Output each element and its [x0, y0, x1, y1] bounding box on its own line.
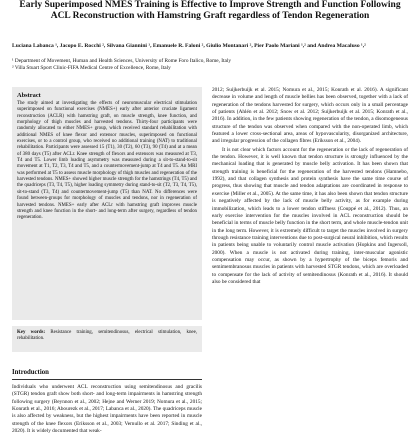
introduction-text: Individuals who underwent ACL reconstruction using semitendinosus and gracilis (STGR) tendon graft show both short- and long-term impairments in hamstring strength following surgery (Beynnon et al., 2002; Hejne and Werner 2019; Nomura et al., 2015; Konrath et al., 2016; Abourezk et al., 2017; Labanca et al., 2020). The quadriceps muscle is also affected by weakness, but the highest impairments have been reported in muscle strength of the knee flexors (Eriksson et al., 2003; Vernullo et al. 2017; Sinding et al., 2020). It is widely documented that weak- [12, 384, 202, 435]
paper-title: Early Superimposed NMES Training is Effective to Improve Strength and Function Following ACL Reconstruction with Hamstring Graft regardless of Tendon Regeneration [19, 0, 401, 21]
keywords-label: Key words: [17, 330, 46, 335]
affiliations [12, 58, 408, 72]
left-column [12, 87, 202, 441]
keywords-list: Resistance training, semitendinosus, electrical stimulation, knee, rehabilitation. [17, 330, 197, 342]
keywords-text [17, 330, 197, 343]
introduction-heading: Introduction [12, 369, 49, 376]
affiliation-1: ¹ Department of Movement, Human and Health Sciences, University of Rome Foro Italico, Rome, Italy [12, 58, 232, 64]
introduction-rule [12, 379, 202, 380]
abstract-box [12, 87, 202, 320]
right-column [212, 87, 408, 286]
abstract-heading: Abstract [17, 92, 41, 99]
keywords-box [12, 326, 202, 352]
abstract-text: The study aimed at investigating the effects of neuromuscular electrical stimulation superimposed on functional exercises (NMES+) early after anterior cruciate ligament reconstruction (ACLR) with hamstring graft, on muscle strength, knee function, and morphology of thigh muscles and harvested tendons. Thirty-four participants were randomly allocated to either NMES+ group, which received standard rehabilitation with additional NMES of knee flexor and extensor muscles, superimposed on functional exercises, or to a control group, who received no additional training (NAT) to traditional rehabilitation. Participants were assessed 15 (T1), 30 (T2), 60 (T3), 90 (T4) and at a mean of 380 days (T5) after ACLr. Knee strength of flexors and extensors was measured at T3, T4 and T5. Lower limb loading asymmetry was measured during a sit-to-stand-to-sit movement at T1, T2, T3, T4 and T5, and a countermovement-jump at T4 and T5. An MRI was performed at T5 to assess muscle morphology of thigh muscles and regeneration of the harvested tendons. NMES+ showed higher muscle strength for the hamstrings (T4, T5) and the quadriceps (T3, T4, T5), higher loading symmetry during stand-to-sit (T2, T3, T4, T5), sit-to-stand (T3, T4) and countermovement-jump (T5) than NAT. No differences were found between-groups for morphology of muscles and tendons, nor in regeneration of harvested tendons. NMES+ early after ACLr with hamstring graft improves muscle strength and knee function in the short- and long-term after surgery, regardless of tendon regeneration. [17, 101, 197, 221]
affiliation-2: ² Villa Stuart Sport Clinic-FIFA Medical Centre of Excellence, Rome, Italy [12, 65, 171, 72]
body-paragraph-1: 2012; Suijkerbuijk et al. 2015; Nomura et al., 2015; Konrath et al. 2016). A significant decrease in volume and length of muscle bellies has been observed, together with a lack of regeneration of the tendons harvested for surgery, which occurs only in a small percentage of patients (Ahlén et al. 2012; Snow et al. 2012; Suijkerbuijk et al. 2015; Konrath et al., 2016). In addition, in the few patients showing regeneration of the tendon, a disomogeneous structure of the tendon was observed when compared with the non-operated limb, which featured a lower cross-sectional area, areas of hypovascularity, disorganized architecture, and irregular progression of the collagen fibres (Eriksson et al., 2004). [212, 87, 408, 145]
author-list: Luciana Labanca ¹, Jacopo E. Rocchi ², Silvana Giannini ¹, Emanuele R. Faloni ², Giulio Montanari ², Pier Paolo Mariani ¹,² and Andrea Macaluso ¹,² [12, 43, 366, 49]
body-paragraph-2: It is not clear which factors account for the regeneration or the lack of regeneration of the tendon. However, it is well known that tendon structure is strongly influenced by the mechanical loading that is generated by muscle belly activation. It has been shown that strength training is beneficial for the regeneration of the harvested tendons (Hamnebo, 1992), and that collagen synthesis and protein synthesis have the same time course of progress, thus showing that muscle and tendon adaptations are coordinated in response to exercise (Miller et al., 2005). At the same time, it has also been shown that tendon structure is negatively affected by the lack of muscle belly activity, as for example during immobilization, which leads to a lower tendon stiffness (Couppé et al., 2012). Thus, an early exercise intervention for the muscles involved in ACL reconstruction should be beneficial in terms of muscle belly function in the short term, and whole muscle-tendon unit in the long term. However, it is extremely difficult to target the muscles involved in surgery through resistance training interventions due to post-surgical neural inhibition, which results in patients being unable to voluntarily control muscle activation (Hopkins and Ingersoll, 2000). When a muscle is not activated during training, inter-muscular agonistic compensation may occur, as shown by a hypertrophy of the biceps femoris and semimembranosus muscles in patients with harvested STGR tendons, which are overloaded to compensate for the lack of activity of semitendinosus (Konrath et al., 2016). It should also be considered that [212, 146, 408, 285]
